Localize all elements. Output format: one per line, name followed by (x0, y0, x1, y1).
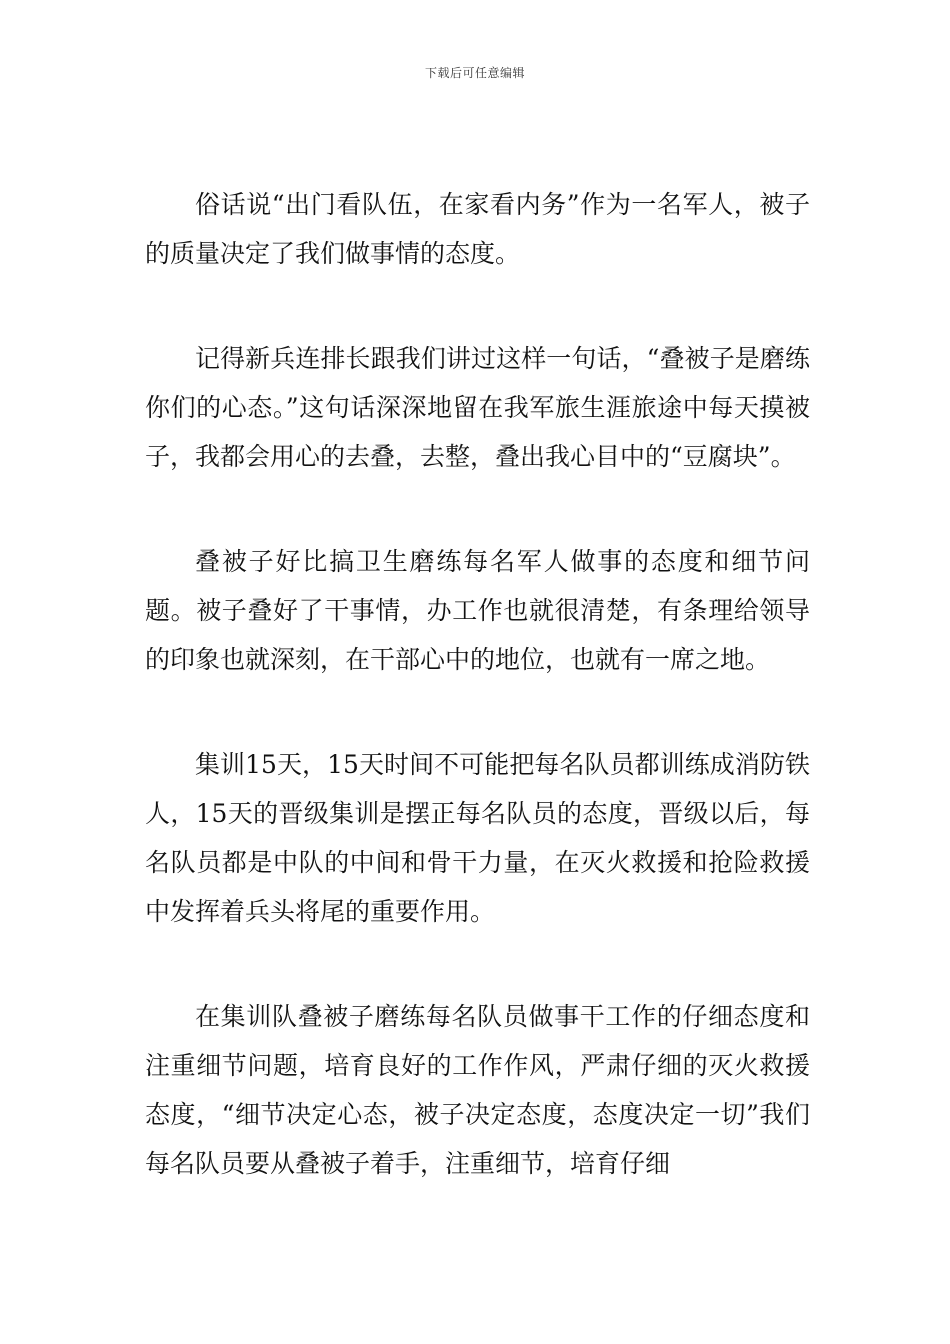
page-header: 下载后可任意编辑 (424, 66, 525, 80)
paragraph-5: 在集训队叠被子磨练每名队员做事干工作的仔细态度和注重细节问题，培育良好的工作作风，严肃仔细的灭火救援态度，“细节决定心态，被子决定态度，态度决定一切”我们每名队员要从叠被子着手，注重细节，培育仔细 (145, 1002, 810, 1178)
document-body (145, 180, 810, 1244)
paragraph-1: 俗话说“出门看队伍，在家看内务”作为一名军人，被子的质量决定了我们做事情的态度。 (145, 190, 810, 268)
paragraph-2: 记得新兵连排长跟我们讲过这样一句话，“叠被子是磨练你们的心态。”这句话深深地留在我军旅生涯旅途中每天摸被子，我都会用心的去叠，去整，叠出我心目中的“豆腐块”。 (145, 344, 810, 471)
paragraph-4: 集训15天，15天时间不可能把每名队员都训练成消防铁人，15天的晋级集训是摆正每名队员的态度，晋级以后，每名队员都是中队的中间和骨干力量，在灭火救援和抢险救援中发挥着兵头将尾的重要作用。 (145, 750, 810, 926)
paragraph-3: 叠被子好比搞卫生磨练每名军人做事的态度和细节问题。被子叠好了干事情，办工作也就很清楚，有条理给领导的印象也就深刻，在干部心中的地位，也就有一席之地。 (145, 547, 810, 674)
